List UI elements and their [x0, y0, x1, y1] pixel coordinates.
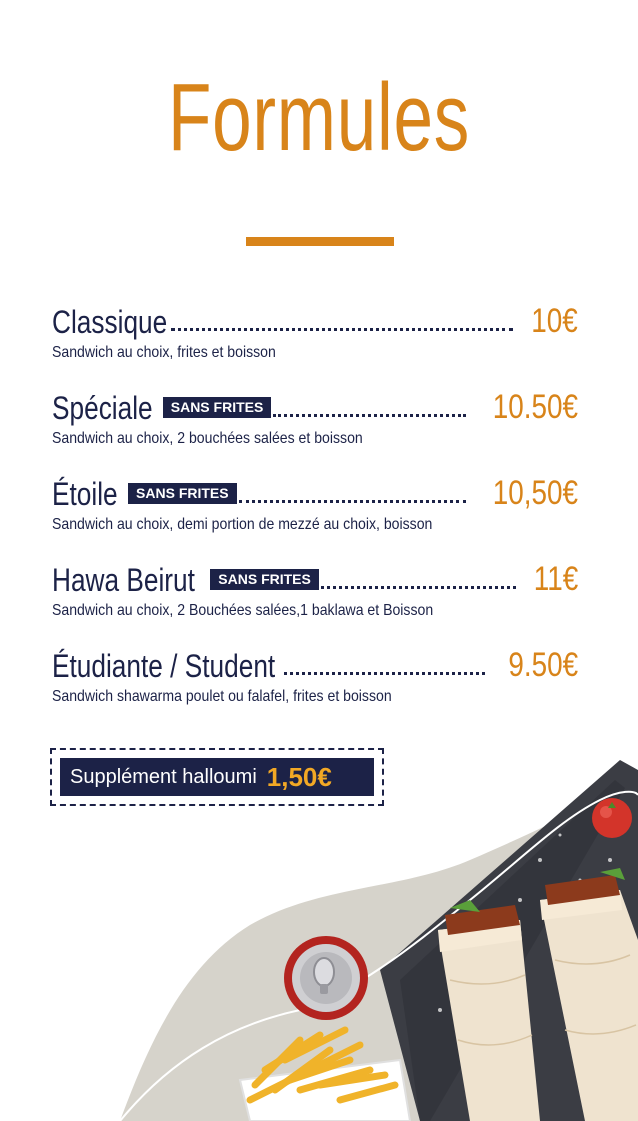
supplement-price: 1,50€ [266, 761, 332, 792]
menu-item-price: 10.50€ [492, 388, 578, 426]
sans-frites-badge: SANS FRITES [163, 397, 272, 418]
menu-item-price: 9.50€ [508, 646, 578, 684]
menu-item-description: Sandwich au choix, 2 Bouchées salées,1 baklawa et Boisson [52, 602, 434, 619]
menu-item-etoile [52, 470, 578, 534]
dot-leader [321, 586, 516, 589]
dot-leader [284, 672, 485, 675]
sans-frites-badge: SANS FRITES [128, 483, 237, 504]
menu-item-description: Sandwich au choix, 2 bouchées salées et boisson [52, 430, 363, 447]
menu-item-price: 10€ [531, 302, 578, 340]
menu-item-name: Étoile [52, 476, 118, 512]
menu-item-price: 10,50€ [492, 474, 578, 512]
menu-item-description: Sandwich au choix, frites et boisson [52, 344, 276, 361]
sans-frites-badge: SANS FRITES [210, 569, 319, 590]
menu-item-speciale [52, 384, 578, 448]
menu-item-classique [52, 298, 578, 362]
menu-item-price: 11€ [533, 560, 578, 598]
menu-item-description: Sandwich au choix, demi portion de mezzé au choix, boisson [52, 516, 433, 533]
dot-leader [171, 328, 514, 331]
dot-leader [273, 414, 466, 417]
supplement-label: Supplément halloumi [70, 765, 257, 788]
menu-item-description: Sandwich shawarma poulet ou falafel, frites et boisson [52, 688, 392, 705]
page-title: Formules [168, 64, 470, 171]
title-underline [246, 237, 394, 246]
menu-item-name: Spéciale [52, 390, 153, 426]
menu-item-etudiante [52, 642, 578, 706]
soda-can-icon [284, 936, 368, 1020]
menu-item-name: Étudiante / Student [52, 648, 276, 684]
tomato-icon [592, 798, 632, 838]
menu-item-name: Classique [52, 304, 168, 340]
dot-leader [239, 500, 466, 503]
food-illustration [0, 740, 638, 1121]
menu-item-name: Hawa Beirut [52, 562, 195, 598]
menu-item-hawa-beirut [52, 556, 578, 620]
